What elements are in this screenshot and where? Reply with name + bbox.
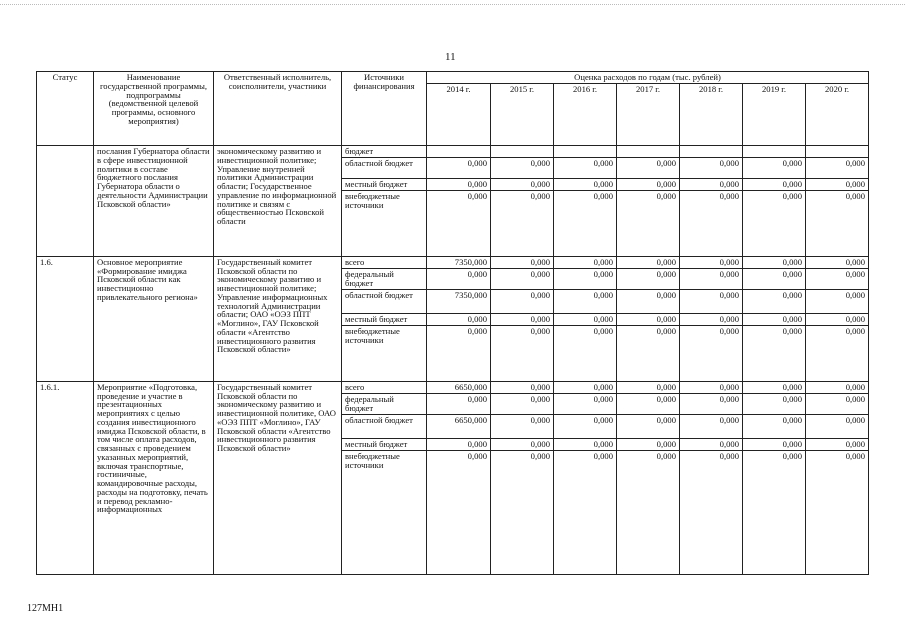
table-row [37, 146, 869, 158]
row-value: 0,000 [427, 393, 491, 414]
scan-edge-line [0, 4, 905, 5]
row-value: 0,000 [617, 178, 680, 190]
row-value: 0,000 [491, 438, 554, 450]
row-value: 0,000 [427, 178, 491, 190]
row-value: 0,000 [680, 381, 743, 393]
row-value: 0,000 [491, 325, 554, 381]
row-value: 0,000 [617, 325, 680, 381]
row-value: 0,000 [554, 313, 617, 325]
row-value: 0,000 [743, 256, 806, 268]
row-value: 0,000 [680, 313, 743, 325]
row-value: 0,000 [554, 178, 617, 190]
row-value: 0,000 [554, 325, 617, 381]
row-value: 0,000 [491, 414, 554, 438]
row-value [617, 146, 680, 158]
row-value: 0,000 [806, 450, 869, 574]
row-source: внебюджетные источники [342, 450, 427, 574]
row-value: 0,000 [743, 450, 806, 574]
row-value: 0,000 [427, 438, 491, 450]
expense-table [36, 71, 869, 575]
row-value: 0,000 [491, 289, 554, 313]
row-status [37, 146, 94, 257]
row-responsible: Государственный комитет Псковской области по экономическому развитию и инвестиционной политике; Управление информационных технологий Администрации области; ОАО «ОЭЗ ППТ «Моглино», ГАУ Псковской области «Агентство инвестиционного развития Псковской области» [214, 256, 342, 381]
row-source: бюджет [342, 146, 427, 158]
row-value: 0,000 [554, 256, 617, 268]
row-value: 0,000 [680, 157, 743, 178]
row-value: 0,000 [743, 313, 806, 325]
row-source: внебюджетные источники [342, 325, 427, 381]
row-value: 0,000 [554, 157, 617, 178]
row-value: 0,000 [680, 325, 743, 381]
row-value: 0,000 [680, 393, 743, 414]
row-value [427, 146, 491, 158]
row-value [743, 146, 806, 158]
row-value [554, 146, 617, 158]
row-value: 0,000 [680, 190, 743, 256]
row-value: 0,000 [554, 268, 617, 289]
row-value: 0,000 [427, 313, 491, 325]
row-value: 0,000 [743, 325, 806, 381]
header-year: 2020 г. [806, 84, 869, 146]
row-value: 0,000 [617, 256, 680, 268]
row-name: Мероприятие «Подготовка, проведение и участие в презентационных мероприятиях с целью создания инвестиционного имиджа Псковской области, в том числе оплата расходов, связанных с проведением указанных мероприятий, включая транспортные, гостиничные, командировочные расходы, расходы на подготовку, печать и перевод рекламно-информационных [94, 381, 214, 574]
row-value: 0,000 [491, 381, 554, 393]
row-value: 0,000 [427, 268, 491, 289]
row-value: 0,000 [743, 268, 806, 289]
row-value: 7350,000 [427, 256, 491, 268]
row-name: Основное мероприятие «Формирование имиджа Псковской области как инвестиционно привлекательного региона» [94, 256, 214, 381]
row-value: 0,000 [806, 178, 869, 190]
row-value: 0,000 [806, 325, 869, 381]
table-row [37, 381, 869, 393]
row-value: 0,000 [554, 289, 617, 313]
row-value [680, 146, 743, 158]
row-value: 0,000 [617, 393, 680, 414]
row-value: 0,000 [743, 178, 806, 190]
row-value: 0,000 [554, 414, 617, 438]
header-responsible: Ответственный исполнитель, соисполнители, участники [214, 72, 342, 146]
row-value: 0,000 [680, 414, 743, 438]
row-value: 0,000 [617, 381, 680, 393]
row-value: 0,000 [554, 393, 617, 414]
row-value [491, 146, 554, 158]
header-status: Статус [37, 72, 94, 146]
row-value: 0,000 [617, 414, 680, 438]
row-value: 0,000 [491, 450, 554, 574]
row-value: 0,000 [491, 178, 554, 190]
row-value: 0,000 [743, 381, 806, 393]
row-value: 0,000 [617, 268, 680, 289]
row-source: федеральный бюджет [342, 268, 427, 289]
row-value: 0,000 [806, 414, 869, 438]
row-value: 0,000 [491, 393, 554, 414]
header-estimate: Оценка расходов по годам (тыс. рублей) [427, 72, 869, 84]
row-value: 0,000 [427, 450, 491, 574]
row-source: внебюджетные источники [342, 190, 427, 256]
header-year: 2014 г. [427, 84, 491, 146]
row-value: 0,000 [680, 289, 743, 313]
row-source: областной бюджет [342, 414, 427, 438]
row-value: 0,000 [806, 393, 869, 414]
row-source: федеральный бюджет [342, 393, 427, 414]
row-value: 0,000 [491, 256, 554, 268]
row-value: 0,000 [743, 393, 806, 414]
row-value: 0,000 [806, 438, 869, 450]
row-value: 0,000 [617, 438, 680, 450]
row-source: всего [342, 256, 427, 268]
header-year: 2015 г. [491, 84, 554, 146]
row-status: 1.6. [37, 256, 94, 381]
row-value: 0,000 [554, 190, 617, 256]
header-year: 2019 г. [743, 84, 806, 146]
row-value: 0,000 [743, 438, 806, 450]
header-name: Наименование государственной программы, подпрограммы (ведомственной целевой программы, основного мероприятия) [94, 72, 214, 146]
row-value: 0,000 [806, 268, 869, 289]
row-value: 0,000 [806, 190, 869, 256]
row-source: местный бюджет [342, 438, 427, 450]
row-value: 0,000 [427, 190, 491, 256]
row-value: 0,000 [806, 381, 869, 393]
row-value: 0,000 [680, 178, 743, 190]
row-value: 0,000 [491, 157, 554, 178]
table-row [37, 256, 869, 268]
row-responsible: Государственный комитет Псковской области по экономическому развитию и инвестиционной политике, ОАО «ОЭЗ ППТ «Моглино», ГАУ Псковской области «Агентство инвестиционного развития Псковской области» [214, 381, 342, 574]
row-source: областной бюджет [342, 289, 427, 313]
header-sources: Источники финансирования [342, 72, 427, 146]
row-value: 0,000 [806, 256, 869, 268]
footer-code: 127МН1 [27, 603, 64, 614]
row-value: 0,000 [554, 381, 617, 393]
row-value: 0,000 [743, 190, 806, 256]
row-value: 0,000 [680, 256, 743, 268]
row-value: 0,000 [617, 157, 680, 178]
row-value: 0,000 [554, 450, 617, 574]
header-year: 2016 г. [554, 84, 617, 146]
row-value: 0,000 [617, 190, 680, 256]
row-value: 0,000 [427, 157, 491, 178]
row-source: местный бюджет [342, 178, 427, 190]
row-value: 0,000 [680, 268, 743, 289]
row-value: 0,000 [680, 450, 743, 574]
row-value: 0,000 [617, 313, 680, 325]
header-year: 2017 г. [617, 84, 680, 146]
row-value: 7350,000 [427, 289, 491, 313]
header-year: 2018 г. [680, 84, 743, 146]
row-value: 0,000 [743, 414, 806, 438]
row-value: 0,000 [743, 157, 806, 178]
row-value: 0,000 [427, 325, 491, 381]
row-value: 0,000 [680, 438, 743, 450]
row-value: 6650,000 [427, 414, 491, 438]
row-value: 0,000 [554, 438, 617, 450]
row-value: 0,000 [491, 268, 554, 289]
row-source: всего [342, 381, 427, 393]
row-value: 0,000 [617, 289, 680, 313]
row-value [806, 146, 869, 158]
page-number: 11 [445, 51, 456, 63]
row-status: 1.6.1. [37, 381, 94, 574]
row-value: 0,000 [806, 313, 869, 325]
row-value: 0,000 [617, 450, 680, 574]
row-value: 0,000 [743, 289, 806, 313]
row-source: областной бюджет [342, 157, 427, 178]
row-value: 0,000 [806, 157, 869, 178]
row-value: 0,000 [806, 289, 869, 313]
row-value: 6650,000 [427, 381, 491, 393]
row-source: местный бюджет [342, 313, 427, 325]
row-value: 0,000 [491, 313, 554, 325]
row-value: 0,000 [491, 190, 554, 256]
row-responsible: экономическому развитию и инвестиционной политике; Управление внутренней политики Администрации области; Государственное управление по информационной политике и связям с общественностью Псковской области [214, 146, 342, 257]
row-name: послания Губернатора области в сфере инвестиционной политики в составе бюджетного послания Губернатора области о деятельности Администрации Псковской области» [94, 146, 214, 257]
